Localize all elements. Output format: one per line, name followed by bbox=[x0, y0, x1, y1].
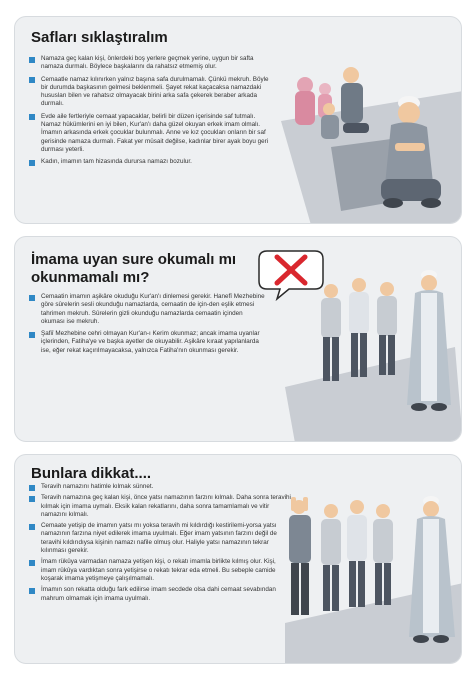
list-item: Cemaate yetişip de imamın yatsı mı yoksa teravih mi kıldırdığı kestirilemi-yorsa yatsı namazının farzına niyet edilerek imama uyulmalı. Eğer imam yatsının farzını değil de teravihi kıldırıdıysa kişinin namazı nafile olmuş olur. Haliyle yatsı namazının tekrar kılınması gerekir. bbox=[29, 522, 291, 555]
list-item: Cemaatle namaz kılınırken yalnız başına safa durulmamalı. Çünkü mekruh. Böyle bir durumda başkasının gelmesi beklenmeli. Şayet rekat kaçacaksa namazdaki hususları bilen ve rahatsız olmayacak birini arka safa çekerek beraber arkada durmalı. bbox=[29, 76, 275, 109]
bullet-list bbox=[29, 483, 291, 606]
bullet-square-icon bbox=[29, 524, 35, 530]
bullet-square-icon bbox=[29, 332, 35, 338]
bullet-square-icon bbox=[29, 160, 35, 166]
bullet-list bbox=[29, 293, 267, 359]
section-title: Safları sıklaştıralım bbox=[31, 29, 168, 46]
list-item: İmam rükûya varmadan namaza yetişen kişi, o rekatı imamla birlikte kılmış olur. Kişi, imam rükûya vardıktan sonra yetişirse o rekatı tekrar eda etmeli. Bu sebeple camide koşarak imama yetişmeye çalışılmamalı. bbox=[29, 558, 291, 583]
bullet-square-icon bbox=[29, 295, 35, 301]
section-card-saflar bbox=[14, 16, 462, 224]
bullet-list bbox=[29, 55, 275, 171]
section-title: Bunlara dikkat.... bbox=[31, 465, 152, 482]
list-item: Teravih namazını hatimle kılmak sünnet. bbox=[29, 483, 291, 491]
list-item: İmamın son rekatta olduğu fark edilirse imam secdede olsa dahi cemaat sevabından mahrum olmamak için imama uyulmalı. bbox=[29, 586, 291, 603]
bullet-square-icon bbox=[29, 588, 35, 594]
bullet-square-icon bbox=[29, 57, 35, 63]
bullet-square-icon bbox=[29, 114, 35, 120]
worshippers-joining-illustration-icon bbox=[285, 463, 462, 664]
bullet-square-icon bbox=[29, 560, 35, 566]
list-item: Teravih namazına geç kalan kişi, önce yatsı namazının farzını kılmalı. Daha sonra teravihi kılmak için imama uymalı. Eksik kalan rekatlarını, daha sonra tamamlamalı ve vitir namazını kılmalı. bbox=[29, 494, 291, 519]
bullet-square-icon bbox=[29, 485, 35, 491]
section-title: İmama uyan sure okumalı mı okunmamalı mı? bbox=[31, 251, 237, 286]
list-item: Kadın, imamın tam hizasında durursa namazı bozulur. bbox=[29, 158, 275, 166]
congregation-illustration-icon bbox=[255, 237, 462, 442]
x-speech-bubble-icon bbox=[259, 251, 323, 299]
list-item: Cemaatin imamın aşikâre okuduğu Kur'an'ı dinlemesi gerekir. Hanefî Mezhebine göre sûrelerin sesli okunduğu namazlarda, cemaatin de için-den eşlik etmesi tahrimen mekruh. Sûrelerin gizli okunduğu namazlarda cemaatin içinden okuması ise mekruh. bbox=[29, 293, 267, 326]
bullet-square-icon bbox=[29, 496, 35, 502]
list-item: Namaza geç kalan kişi, önlerdeki boş yerlere geçmek yerine, uygun bir safta namaza durmalı. Böylece başkalarını da rahatsız etmemiş olur. bbox=[29, 55, 275, 72]
bullet-square-icon bbox=[29, 77, 35, 83]
list-item: Şafiî Mezhebine cehri olmayan Kur'an-ı Kerim okunmaz; ancak imama uyanlar içlerinden, Fatiha'ye ve başka ayetler de okuyabilir. Aşikâre kıraat yapılanlarda ise, eğer rekat kaçırılmayacaksa, yalnızca Fatiha'nın okunması gerekir. bbox=[29, 330, 267, 355]
section-card-imama-uyan bbox=[14, 236, 462, 442]
family-praying-illustration-icon bbox=[281, 51, 462, 224]
list-item: Evde aile fertleriyle cemaat yapacaklar, belirli bir düzen içerisinde saf tutmalı. Namaz hükümlerini en iyi bilen, Kur'an'ı daha güzel okuyan erkek imam olmalı. İmamın arkasında erkek çocuklar bulunmalı. Anne ve kız çocukları onların bir saf gerisinde namaza durmalı. Fakat yer müsait değilse, kadınlar birer ayak boyu geri durması yeterli. bbox=[29, 113, 275, 154]
section-card-bunlara-dikkat bbox=[14, 454, 462, 664]
